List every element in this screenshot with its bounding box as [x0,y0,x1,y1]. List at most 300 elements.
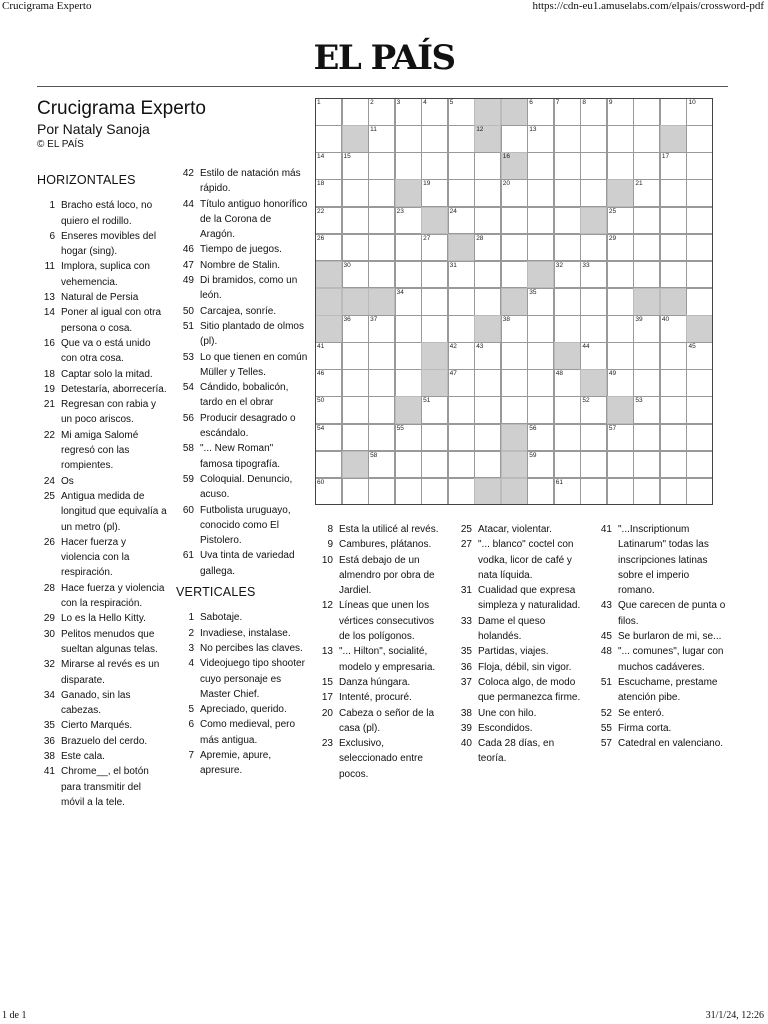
cell-number: 2 [370,99,374,106]
clue-number: 23 [321,738,333,750]
cell-number: 50 [317,397,325,405]
grid-cell [660,369,687,397]
grid-cell [660,478,687,506]
grid-cell [315,207,342,235]
cell-number: 29 [608,234,617,242]
grid-cell [660,451,687,479]
clue-number: 51 [182,320,194,332]
grid-cell [554,478,581,506]
clue-item [37,611,167,626]
clue-text: Lo que tienen en común Müller y Telles. [200,351,308,378]
grid-cell [660,152,687,180]
grid-block [501,478,528,506]
clue-text: Carcajea, sonríe. [200,305,277,317]
grid-cell [686,478,713,506]
clue-number: 17 [321,692,333,704]
clue-number: 3 [188,642,194,654]
grid-cell [554,125,581,153]
grid-block [395,179,422,207]
clue-item [315,644,445,675]
grid-block [342,288,369,316]
clue-item [37,397,167,428]
grid-cell [580,451,607,479]
grid-cell [501,125,528,153]
grid-cell [607,288,634,316]
clue-item [176,610,308,625]
cell-number: 10 [688,99,696,106]
clue-number: 26 [43,536,55,548]
cell-number: 13 [529,126,537,134]
cell-number: 4 [423,99,427,106]
clue-text: Danza húngara. [339,676,411,688]
clue-text: Se enteró. [618,707,665,719]
clue-number: 20 [321,707,333,719]
cell-number: 21 [635,180,643,188]
clue-column-4 [454,522,585,767]
clue-text: Líneas que unen los vértices consecutivos de los polígonos. [339,600,435,643]
grid-cell [395,261,422,289]
grid-cell [342,478,369,506]
grid-cell [448,424,475,452]
grid-cell [395,478,422,506]
clue-item [315,706,445,737]
clue-number: 56 [182,412,194,424]
clue-number: 14 [43,307,55,319]
clue-item [454,522,585,537]
clue-text: Producir desagrado o escándalo. [200,412,296,440]
cell-number: 11 [370,126,377,134]
clue-item [37,764,167,810]
grid-cell [660,98,687,126]
cell-number: 54 [317,424,325,432]
clue-number: 35 [43,720,55,732]
grid-cell [395,207,422,235]
clue-number: 60 [182,504,194,516]
clue-number: 48 [600,646,612,658]
clue-item [176,197,308,243]
across-heading: HORIZONTALES [37,173,136,187]
grid-cell [421,179,448,207]
grid-cell [474,451,501,479]
cell-number: 61 [555,478,564,486]
clue-item [176,472,308,503]
cell-number: 5 [449,99,454,106]
clue-text: Exclusivo, seleccionado entre pocos. [339,738,423,780]
grid-cell [660,424,687,452]
clue-item [37,229,167,260]
grid-cell [342,152,369,180]
cell-number: 22 [317,207,325,215]
clue-number: 53 [182,351,194,363]
clue-number: 41 [600,524,612,535]
grid-block [474,98,501,126]
cell-number: 37 [370,316,378,324]
clue-number: 31 [460,585,472,597]
clue-item [37,734,167,749]
clue-number: 49 [182,275,194,287]
grid-cell [580,234,607,262]
grid-cell [421,288,448,316]
cell-number: 34 [396,288,404,296]
clue-item [176,548,308,579]
cell-number: 59 [529,451,537,459]
clue-number: 34 [43,689,55,701]
grid-cell [686,288,713,316]
cell-number: 53 [635,397,643,405]
clue-text: Intenté, procuré. [339,692,412,704]
grid-cell [527,451,554,479]
clue-column-3 [315,522,445,782]
grid-cell [633,179,660,207]
grid-cell [315,369,342,397]
cell-number: 16 [502,153,510,161]
clue-text: Apreciado, querido. [200,704,287,716]
clue-text: Detestaría, aborrecería. [61,383,167,395]
grid-cell [342,179,369,207]
grid-block [660,288,687,316]
clue-text: Partidas, viajes. [478,646,549,658]
clue-text: Brazuelo del cerdo. [61,735,148,747]
grid-cell [607,125,634,153]
grid-cell [368,478,395,506]
grid-block [421,207,448,235]
clue-item [594,721,728,736]
clue-item [454,721,585,736]
grid-cell [686,369,713,397]
page-url: https://cdn-eu1.amuselabs.com/elpais/crossword-pdf [532,0,764,12]
grid-cell [686,342,713,370]
clue-text: Cambures, plátanos. [339,539,432,551]
clue-text: "... New Roman" famosa tipografía. [200,443,281,470]
grid-block [395,396,422,424]
clue-item [594,522,728,598]
clue-item [315,537,445,552]
clue-text: Escuchame, prestame atención pibe. [618,676,718,704]
clue-text: Futbolista uruguayo, conocido como El Pistolero. [200,504,291,547]
grid-cell [448,179,475,207]
grid-cell [368,152,395,180]
clue-number: 37 [460,676,472,688]
grid-cell [633,369,660,397]
clue-text: Natural de Persia [61,292,139,304]
clue-item [176,242,308,257]
grid-cell [342,369,369,397]
clue-number: 42 [182,168,194,179]
cell-number: 58 [370,451,378,459]
puzzle-copyright: © EL PAÍS [37,139,84,150]
grid-cell [368,451,395,479]
clue-number: 13 [43,292,55,304]
cell-number: 41 [317,343,325,351]
clue-text: Di bramidos, como un león. [200,275,298,302]
clue-text: Mi amiga Salomé regresó con las rompientes. [61,429,139,472]
clue-item [37,428,167,474]
grid-block [607,396,634,424]
grid-cell [395,424,422,452]
clue-item [594,598,728,629]
clue-item [315,553,445,599]
grid-cell [660,207,687,235]
clue-item [176,748,308,779]
clue-item [37,718,167,733]
grid-cell [368,207,395,235]
grid-cell [368,369,395,397]
grid-cell [421,152,448,180]
clue-number: 6 [188,719,194,731]
grid-cell [474,179,501,207]
clue-number: 1 [49,200,55,212]
grid-cell [580,152,607,180]
cell-number: 44 [582,343,590,351]
grid-cell [554,315,581,343]
grid-cell [554,396,581,424]
grid-cell [633,396,660,424]
clue-item [594,675,728,706]
grid-cell [448,98,475,126]
cell-number: 35 [529,288,537,296]
grid-cell [421,98,448,126]
grid-cell [633,478,660,506]
clue-item [594,629,728,644]
grid-cell [527,342,554,370]
clue-text: No percibes las claves. [200,642,303,654]
clue-text: Lo es la Hello Kitty. [61,613,146,625]
cell-number: 19 [423,180,431,188]
clue-item [454,736,585,767]
cell-number: 1 [317,99,321,106]
grid-cell [554,424,581,452]
clue-text: "... blanco" coctel con vodka, licor de café y nata líquida. [478,539,574,581]
clue-text: Captar solo la mitad. [61,368,153,380]
grid-cell [315,396,342,424]
grid-cell [368,261,395,289]
grid-cell [686,152,713,180]
clue-number: 21 [43,399,55,411]
grid-cell [660,342,687,370]
cell-number: 33 [582,261,590,269]
grid-cell [474,369,501,397]
grid-block [474,315,501,343]
clue-number: 38 [43,750,55,762]
grid-block [554,342,581,370]
clue-item [594,644,728,675]
clue-item [454,675,585,706]
grid-block [474,478,501,506]
clue-number: 39 [460,722,472,734]
crossword-grid [315,98,713,505]
grid-cell [607,369,634,397]
grid-cell [395,342,422,370]
grid-cell [527,98,554,126]
puzzle-title: Crucigrama Experto [37,98,206,119]
grid-cell [474,342,501,370]
grid-cell [580,98,607,126]
grid-cell [607,98,634,126]
grid-cell [686,424,713,452]
clue-text: Sabotaje. [200,612,243,624]
clue-text: Regresan con rabia y un poco ariscos. [61,399,157,426]
clue-number: 52 [600,707,612,719]
grid-cell [686,207,713,235]
grid-cell [448,152,475,180]
cell-number: 7 [555,99,560,106]
clue-number: 55 [600,722,612,734]
cell-number: 3 [396,99,401,106]
clue-text: Chrome__, el botón para transmitir del móvil a la tele. [61,766,149,808]
clue-item [315,675,445,690]
grid-block [580,369,607,397]
grid-cell [554,234,581,262]
grid-cell [686,234,713,262]
cell-number: 18 [317,180,325,188]
clue-item [176,626,308,641]
clue-item [176,702,308,717]
grid-cell [607,342,634,370]
grid-cell [527,207,554,235]
grid-cell [474,234,501,262]
grid-cell [421,478,448,506]
grid-cell [580,315,607,343]
grid-cell [474,288,501,316]
cell-number: 52 [582,397,590,405]
grid-cell [395,288,422,316]
cell-number: 40 [661,316,670,324]
clue-number: 9 [327,539,333,551]
grid-cell [554,207,581,235]
grid-cell [448,125,475,153]
cell-number: 45 [688,343,696,351]
across-list-1 [37,198,167,810]
grid-cell [474,207,501,235]
grid-block [474,125,501,153]
grid-cell [342,315,369,343]
clue-text: Tiempo de juegos. [200,244,282,256]
clue-item [37,581,167,612]
grid-cell [527,288,554,316]
across-list-2 [176,166,308,579]
clue-text: Este cala. [61,750,105,762]
grid-cell [554,179,581,207]
clue-item [176,717,308,748]
grid-cell [368,234,395,262]
clue-item [176,441,308,472]
grid-cell [686,261,713,289]
puzzle-author: Por Nataly Sanoja [37,121,150,137]
grid-cell [660,261,687,289]
grid-cell [342,424,369,452]
grid-cell [633,342,660,370]
grid-cell [448,261,475,289]
grid-cell [315,342,342,370]
clue-item [37,489,167,535]
clue-number: 24 [43,475,55,487]
clue-text: Ganado, sin las cabezas. [61,689,131,717]
grid-cell [421,424,448,452]
clue-text: Escondidos. [478,722,533,734]
el-pais-logo: EL PAÍS [313,38,455,78]
grid-cell [660,315,687,343]
cell-number: 49 [608,370,617,378]
grid-block [633,288,660,316]
grid-cell [395,152,422,180]
grid-cell [633,261,660,289]
clue-text: Floja, débil, sin vigor. [478,661,572,673]
clue-item [37,688,167,719]
clue-item [176,641,308,656]
grid-block [686,315,713,343]
clue-text: Os [61,475,74,487]
clue-number: 38 [460,707,472,719]
clue-number: 36 [43,735,55,747]
grid-cell [448,369,475,397]
cell-number: 15 [343,153,351,161]
grid-cell [315,179,342,207]
grid-cell [315,125,342,153]
clue-text: Videojuego tipo shooter cuyo personaje es Master Chief. [200,658,305,700]
grid-cell [554,288,581,316]
grid-cell [527,315,554,343]
grid-cell [527,179,554,207]
clue-text: Está debajo de un almendro por obra de Jardiel. [339,554,435,597]
grid-cell [633,234,660,262]
cell-number: 55 [396,424,404,432]
clue-text: Catedral en valenciano. [618,738,724,750]
grid-cell [686,396,713,424]
clue-item [37,535,167,581]
grid-cell [686,451,713,479]
clue-column-1 [37,173,167,810]
clue-text: Uva tinta de variedad gallega. [200,550,295,577]
clue-number: 32 [43,659,55,671]
clue-number: 51 [600,676,612,688]
grid-cell [315,478,342,506]
clue-item [454,660,585,675]
cell-number: 17 [661,153,670,161]
grid-cell [315,234,342,262]
grid-cell [474,396,501,424]
clue-text: Atacar, violentar. [478,524,552,535]
grid-cell [421,315,448,343]
cell-number: 28 [476,234,484,242]
grid-cell [315,152,342,180]
clue-item [176,350,308,381]
grid-cell [527,424,554,452]
clue-number: 4 [188,658,194,670]
grid-cell [395,369,422,397]
clue-number: 16 [43,337,55,349]
grid-cell [501,315,528,343]
clue-item [176,380,308,411]
grid-cell [448,315,475,343]
clue-number: 54 [182,382,194,394]
clue-text: Enseres movibles del hogar (sing). [61,230,157,258]
down-list-4 [594,522,728,751]
clue-item [176,304,308,319]
grid-cell [421,261,448,289]
grid-cell [474,152,501,180]
cell-number: 12 [476,126,484,134]
clue-item [454,583,585,614]
clue-text: Hace fuerza y violencia con la respiración. [61,582,165,610]
grid-cell [395,125,422,153]
grid-cell [395,315,422,343]
cell-number: 20 [502,180,510,188]
grid-cell [342,234,369,262]
cell-number: 60 [317,478,325,486]
grid-cell [580,261,607,289]
grid-cell [607,152,634,180]
header-divider [37,86,728,87]
